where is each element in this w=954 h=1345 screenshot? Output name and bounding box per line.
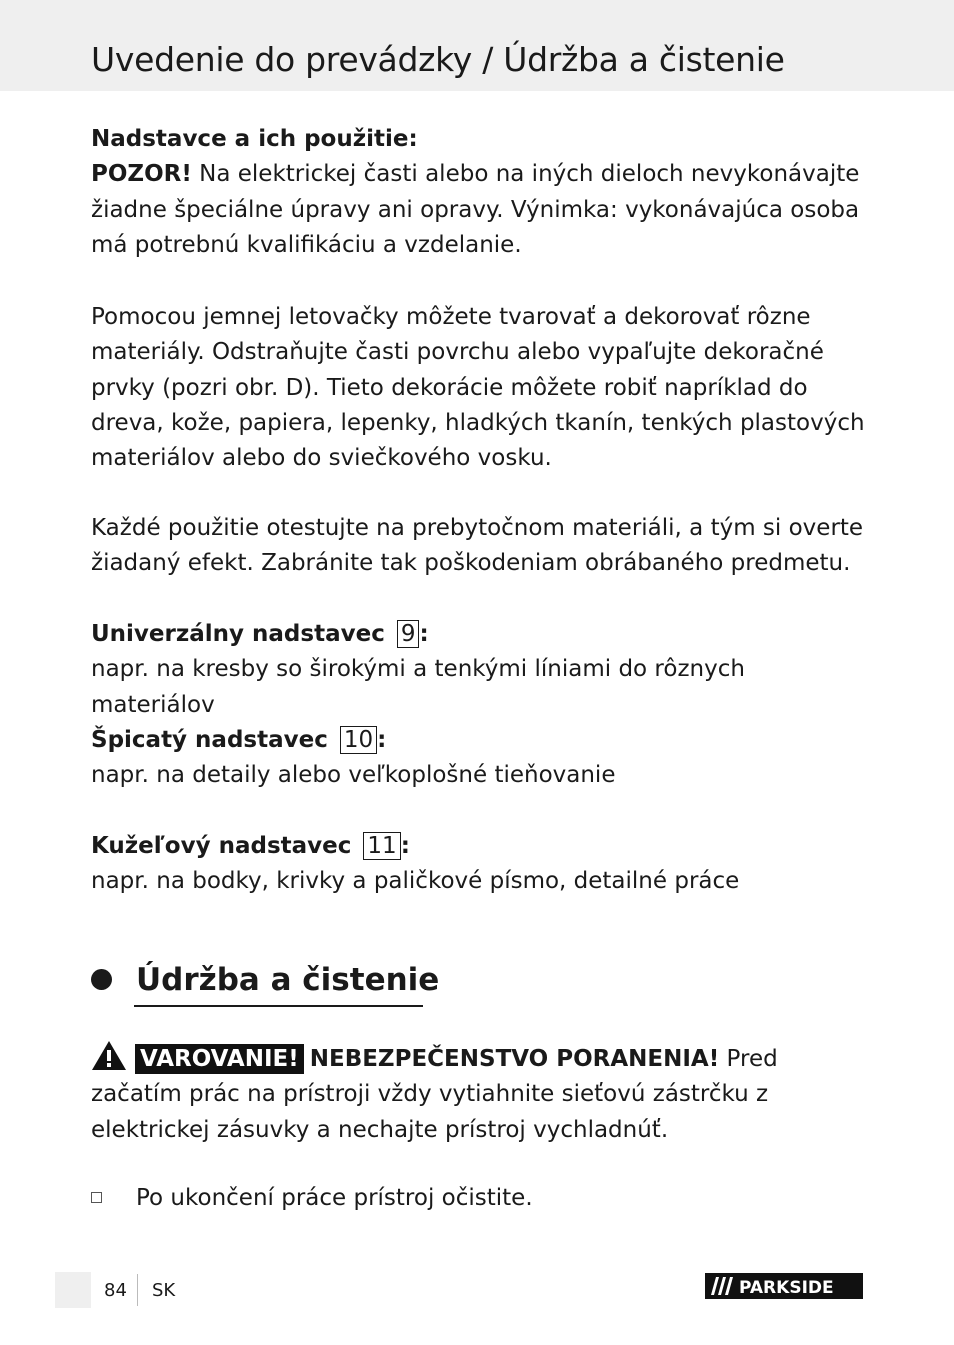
tip-number: 9 (397, 620, 420, 648)
tip-number: 10 (340, 726, 377, 754)
maintenance-heading-text: Údržba a čistenie (136, 962, 440, 998)
attachments-paragraph-3 (91, 511, 871, 582)
language-code: SK (152, 1280, 176, 1301)
tip-description: napr. na bodky, krivky a paličkové písmo, detailné práce (91, 868, 740, 895)
footer-box (55, 1272, 91, 1308)
tip-number: 11 (363, 832, 400, 860)
brand-text: PARKSIDE (739, 1278, 834, 1298)
maintenance-heading (91, 962, 439, 998)
bullet-item (91, 1181, 871, 1216)
footer-divider (137, 1274, 138, 1306)
tip-universal (91, 617, 871, 723)
caution-text: Na elektrickej časti alebo na iných dieloch nevykonávajte žiadne špeciálne úpravy ani opravy. Výnimka: vykonávajúca osoba má potrebnú kvalifikáciu a vzdelanie. (91, 161, 860, 258)
tip-heading: Univerzálny nadstavec 9 : (91, 621, 429, 647)
tip-heading: Kužeľový nadstavec 11 : (91, 833, 410, 859)
caution-paragraph (91, 157, 871, 263)
warning-paragraph (91, 1040, 871, 1148)
tip-description: napr. na kresby so širokými a tenkými líniami do rôznych materiálov (91, 656, 745, 718)
paragraph-text: Každé použitie otestujte na prebytočnom materiáli, a tým si overte žiadaný efekt. Zabránite tak poškodeniam obrábaného predmetu. (91, 515, 864, 577)
tip-description: napr. na detaily alebo veľkoplošné tieňovanie (91, 762, 616, 789)
caution-label: POZOR! (91, 161, 192, 188)
bullet-dot-icon (91, 969, 112, 990)
tip-heading: Špicatý nadstavec 10 : (91, 727, 387, 753)
tip-name: Univerzálny nadstavec (91, 621, 385, 647)
warning-label: VAROVANIE! (135, 1044, 304, 1074)
warning-block (91, 1040, 871, 1148)
paragraph-text: Pomocou jemnej letovačky môžete tvarovať a dekorovať rôzne materiály. Odstraňujte časti povrchu alebo vypaľujte dekoračné prvky (pozri obr. D). Tieto dekorácie môžete robiť napríklad do dreva, kože, papiera, lepenky, hladkých tkanín, tenkých plastových materiálov alebo do sviečkového vosku. (91, 304, 865, 472)
attachments-paragraph-2 (91, 300, 871, 476)
checkbox-bullet-icon (91, 1192, 102, 1203)
page-number: 84 (104, 1280, 127, 1301)
heading-underline (134, 1005, 423, 1007)
tip-conical (91, 829, 871, 900)
tip-pointed (91, 723, 871, 794)
attachments-heading: Nadstavce a ich použitie: (91, 126, 418, 152)
warning-title: NEBEZPEČENSTVO PORANENIA! (309, 1046, 720, 1072)
warning-triangle-icon (91, 1040, 127, 1071)
parkside-logo (705, 1273, 863, 1299)
tip-name: Špicatý nadstavec (91, 727, 328, 753)
page-title: Uvedenie do prevádzky / Údržba a čistenie (91, 40, 785, 79)
tip-name: Kužeľový nadstavec (91, 833, 352, 859)
attachments-intro (91, 122, 871, 263)
bullet-text: Po ukončení práce prístroj očistite. (136, 1185, 533, 1211)
warning-text: Pred začatím prác na prístroji vždy vytiahnite sieťovú zástrčku z elektrickej zásuvky a nechajte prístroj vychladnúť. (91, 1046, 778, 1143)
